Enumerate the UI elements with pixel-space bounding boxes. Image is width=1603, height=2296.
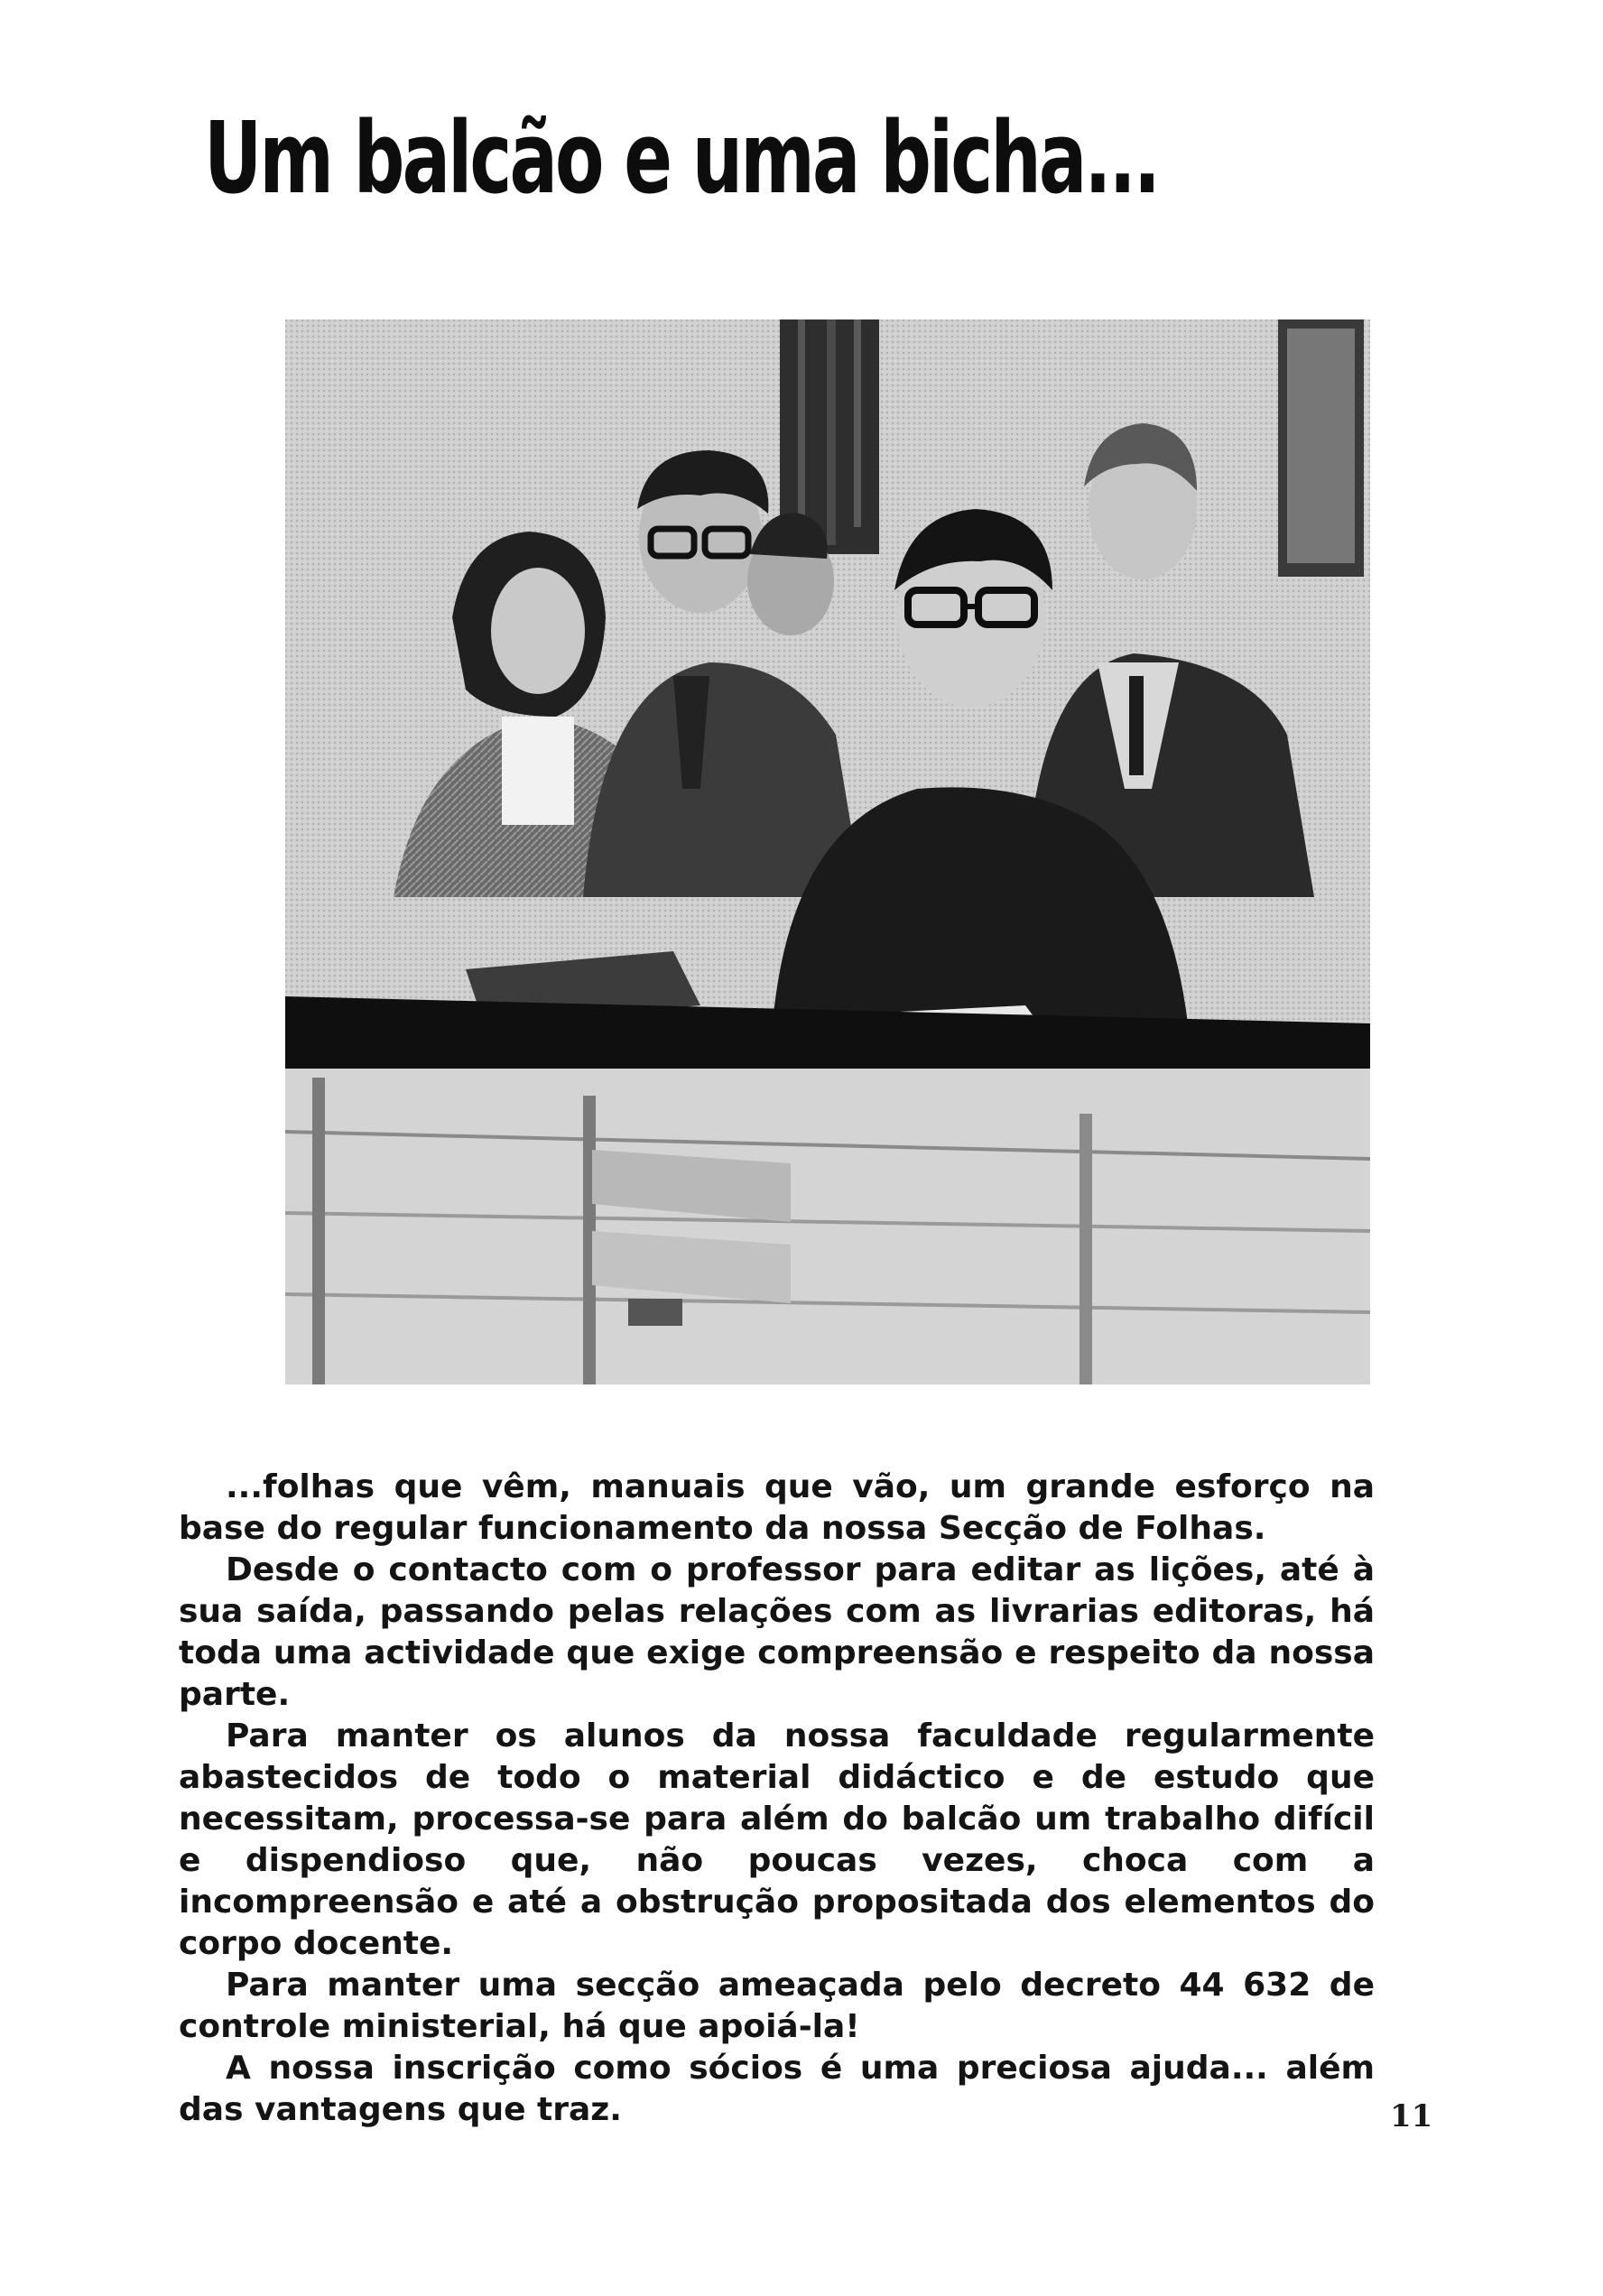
paragraph-intro: ...folhas que vêm, manuais que vão, um grande esforço na base do regular funcionamento da nossa Secção de Folhas.: [179, 1468, 1375, 1547]
page-title: Um balcão e uma bicha...: [204, 100, 1159, 216]
article-body: [179, 1467, 1375, 2131]
paragraph-membership: A nossa inscrição como sócios é uma preciosa ajuda... além das vantagens que traz.: [179, 2050, 1375, 2128]
photograph-counter-queue: [285, 319, 1370, 1384]
paragraph-contact: Desde o contacto com o professor para editar as lições, até à sua saída, passando pelas relações com as livrarias editoras, há toda uma actividade que exige compreensão e respeito da nossa parte.: [179, 1551, 1375, 1713]
page-number: 11: [1390, 2098, 1433, 2134]
photo-icon: [285, 319, 1370, 1384]
paragraph-supply: Para manter os alunos da nossa faculdade regularmente abastecidos de todo o material didáctico e de estudo que necessitam, processa-se para além do balcão um trabalho difícil e dispendioso que, não poucas vezes, choca com a incompreensão e até a obstrução propositada dos elementos do corpo docente.: [179, 1717, 1375, 1962]
paragraph-decree: Para manter uma secção ameaçada pelo decreto 44 632 de controle ministerial, há que apoiá-la!: [179, 1967, 1375, 2045]
